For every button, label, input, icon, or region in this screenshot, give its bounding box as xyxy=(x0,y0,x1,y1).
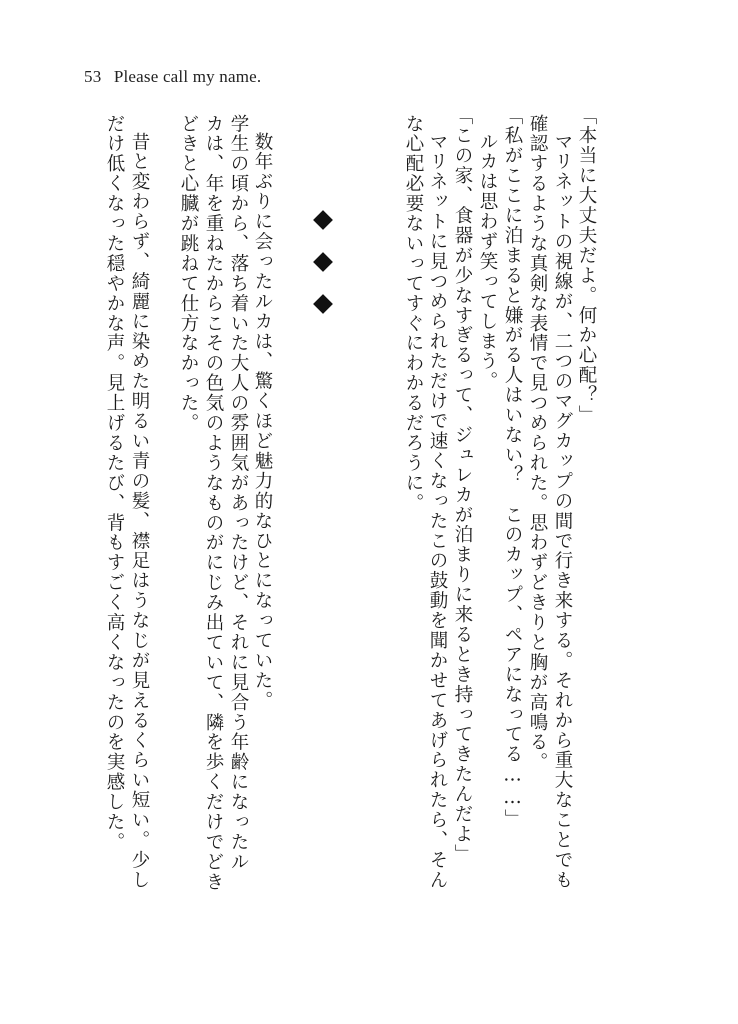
text-line-9: 数年ぶりに会ったルカは、驚くほど魅力的なひとになっていた。 xyxy=(252,132,273,711)
text-line-14: だけ低くなった穏やかな声。見上げるたび、背もすごく高くなったのを実感した。 xyxy=(104,114,125,853)
text-line-2: マリネットの視線が、二つのマグカップの間で行き来する。それから重大なことでも xyxy=(552,132,573,891)
text-line-4: 「私がここに泊まると嫌がる人はいない？ このカップ、ペアになってる……」 xyxy=(502,106,523,830)
text-line-10: 学生の頃から、落ち着いた大人の雰囲気があったけど、それに見合う年齢になったル xyxy=(228,114,249,873)
text-line-12: どきと心臓が跳ねて仕方なかった。 xyxy=(178,114,199,434)
section-break-diamond xyxy=(313,210,333,230)
section-break-diamond xyxy=(313,252,333,272)
section-break-diamond xyxy=(313,294,333,314)
running-header xyxy=(84,67,261,87)
text-line-5: ルカは思わず笑ってしまう。 xyxy=(477,132,498,392)
text-line-8: な心配必要ないってすぐにわかるだろうに。 xyxy=(403,114,424,513)
text-line-13: 昔と変わらず、綺麗に染めた明るい青の髪、襟足はうなじが見えるくらい短い。少し xyxy=(129,132,150,891)
text-line-11: カは、年を重ねたからこその色気のようなものがにじみ出ていて、隣を歩くだけでどき xyxy=(203,114,224,893)
running-title: Please call my name. xyxy=(113,67,262,86)
text-line-3: 確認するような真剣な表情で見つめられた。思わずどきりと胸が高鳴る。 xyxy=(527,114,548,773)
page-number: 53 xyxy=(84,67,102,86)
section-break xyxy=(310,205,338,325)
text-line-7: マリネットに見つめられただけで速くなったこの鼓動を聞かせてあげられたら、そん xyxy=(427,132,448,891)
text-line-6: 「この家、食器が少なすぎるって、ジュレカが泊まりに来るとき持ってきたんだよ」 xyxy=(452,106,473,865)
text-line-1: 「本当に大丈夫だよ。何か心配？」 xyxy=(576,106,597,426)
